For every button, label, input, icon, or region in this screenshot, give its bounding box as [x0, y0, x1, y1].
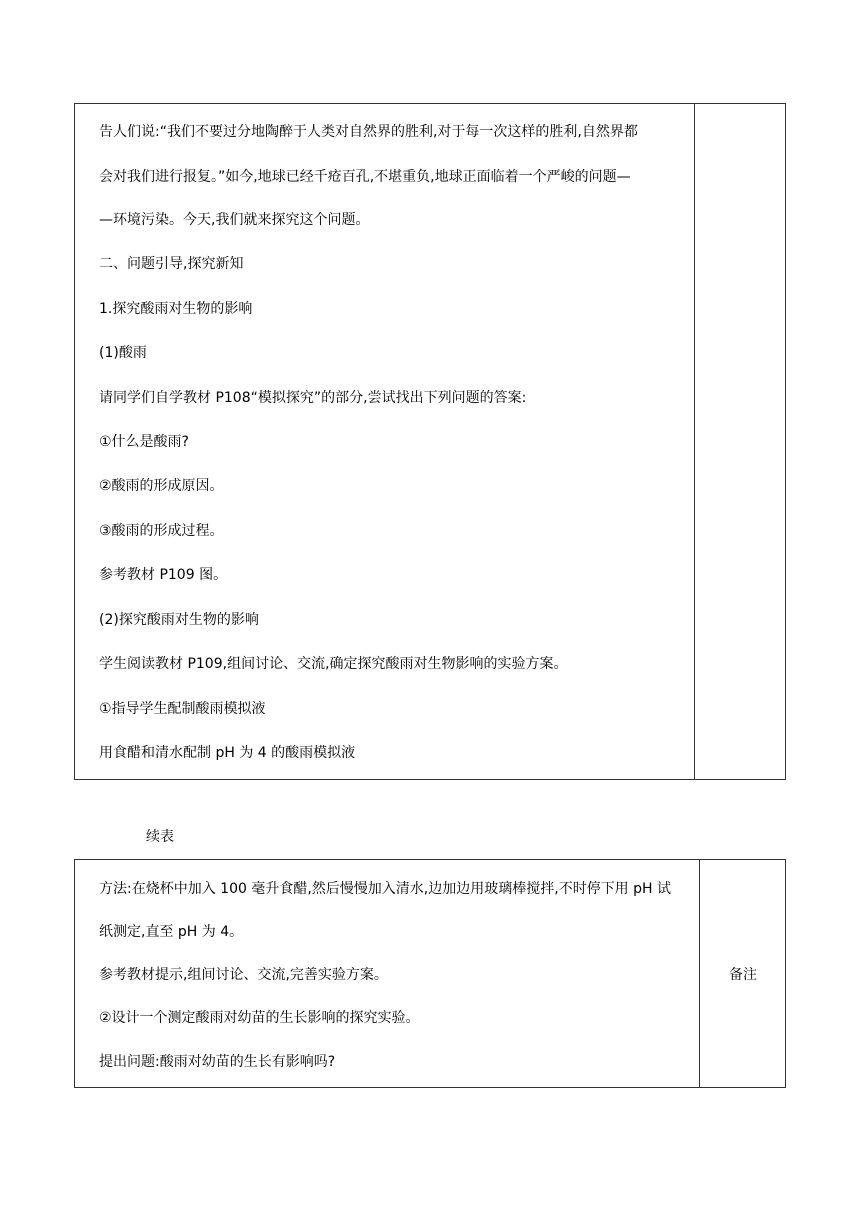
text-line: 纸测定,直至 pH 为 4。: [99, 924, 244, 940]
text-line: 会对我们进行报复。”如今,地球已经千疮百孔,不堪重负,地球正面临着一个严峻的问题—: [99, 169, 631, 185]
text-line: 用食醋和清水配制 pH 为 4 的酸雨模拟液: [99, 745, 356, 761]
text-line: (2)探究酸雨对生物的影响: [99, 612, 259, 628]
text-line: (1)酸雨: [99, 345, 147, 361]
text-line: 学生阅读教材 P109,组间讨论、交流,确定探究酸雨对生物影响的实验方案。: [99, 656, 568, 672]
text-line: 提出问题:酸雨对幼苗的生长有影响吗?: [99, 1054, 336, 1070]
text-line: 请同学们自学教材 P108“模拟探究”的部分,尝试找出下列问题的答案:: [99, 390, 527, 406]
lesson-table-part2: [74, 859, 786, 1088]
section-heading: 二、问题引导,探究新知: [99, 256, 244, 272]
text-line: ①什么是酸雨?: [99, 434, 189, 450]
continued-label: 续表: [146, 829, 174, 845]
text-line: 参考教材提示,组间讨论、交流,完善实验方案。: [99, 967, 388, 983]
column-divider: [694, 104, 695, 779]
text-line: ①指导学生配制酸雨模拟液: [99, 701, 266, 717]
text-line: 方法:在烧杯中加入 100 毫升食醋,然后慢慢加入清水,边加边用玻璃棒搅拌,不时停下用 pH 试: [99, 881, 672, 897]
text-line: —环境污染。今天,我们就来探究这个问题。: [99, 212, 370, 228]
text-line: ③酸雨的形成过程。: [99, 523, 224, 539]
remarks-cell: 备注: [729, 967, 757, 983]
text-line: ②酸雨的形成原因。: [99, 478, 224, 494]
text-line: ②设计一个测定酸雨对幼苗的生长影响的探究实验。: [99, 1010, 420, 1026]
text-line: 告人们说:“我们不要过分地陶醉于人类对自然界的胜利,对于每一次这样的胜利,自然界都: [99, 124, 638, 140]
subsection-heading: 1.探究酸雨对生物的影响: [99, 301, 253, 317]
text-line: 参考教材 P109 图。: [99, 567, 228, 583]
lesson-table-part1: [74, 103, 786, 780]
